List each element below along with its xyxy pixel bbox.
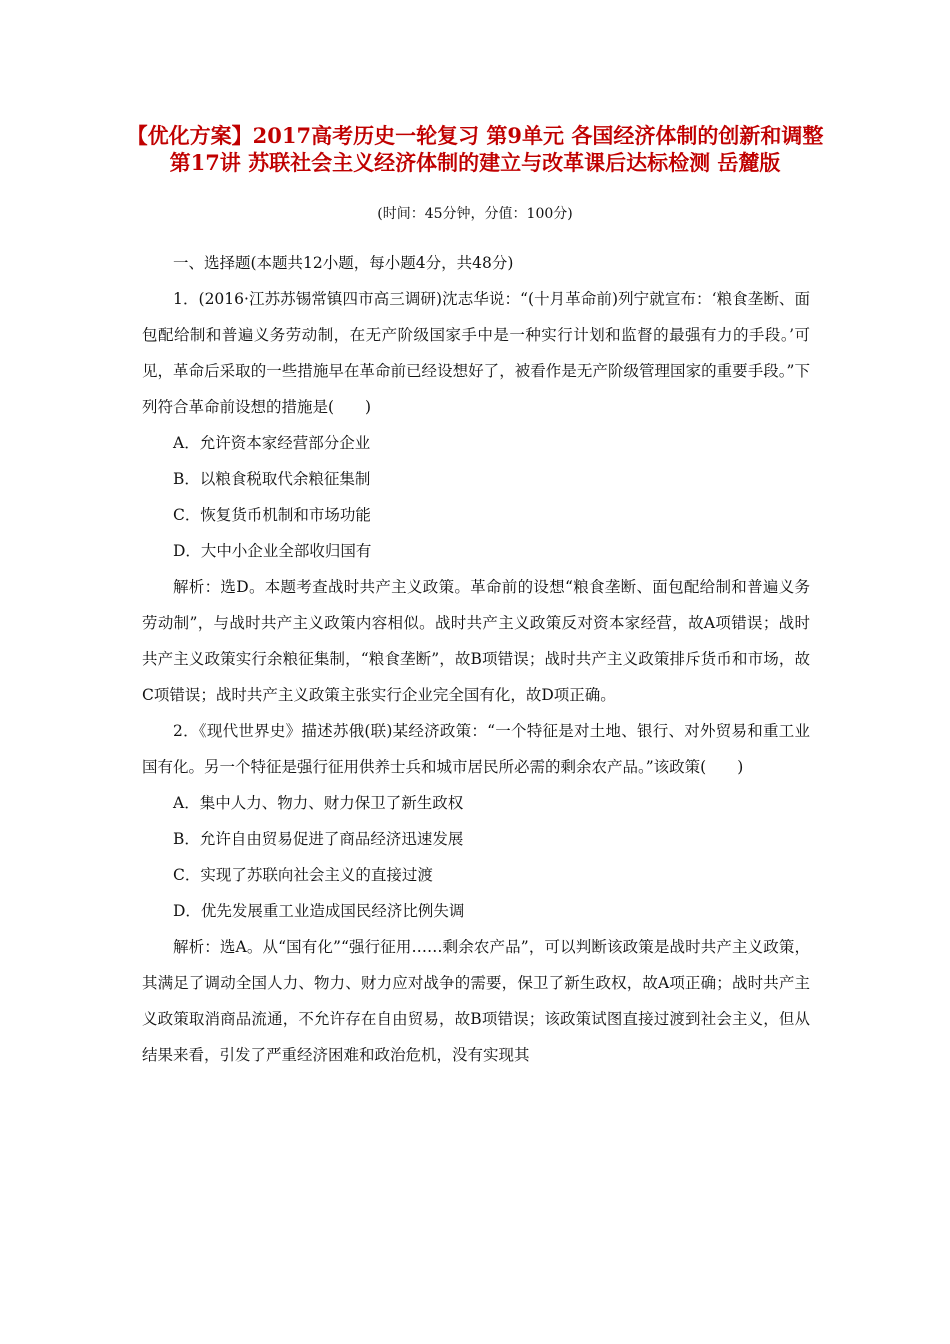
question-2-option-a: A．集中人力、物力、财力保卫了新生政权 [173, 794, 464, 812]
question-1-option-a: A．允许资本家经营部分企业 [173, 434, 371, 452]
question-1-analysis: 解析：选D。本题考查战时共产主义政策。革命前的设想“粮食垄断、面包配给制和普遍义务劳动制”，与战时共产主义政策内容相似。战时共产主义政策反对资本家经营，故A项错误；战时共产主义政策实行余粮征集制，“粮食垄断”，故B项错误；战时共产主义政策排斥货币和市场，故C项错误；战时共产主义政策主张实行企业完全国有化，故D项正确。 [142, 578, 810, 704]
question-2-analysis: 解析：选A。从“国有化”“强行征用……剩余农产品”，可以判断该政策是战时共产主义政策，其满足了调动全国人力、物力、财力应对战争的需要，保卫了新生政权，故A项正确；战时共产主义政策取消商品流通，不允许存在自由贸易，故B项错误；该政策试图直接过渡到社会主义，但从结果来看，引发了严重经济困难和政治危机，没有实现其 [142, 938, 810, 1064]
question-2-stem: 2．《现代世界史》描述苏俄(联)某经济政策：“一个特征是对土地、银行、对外贸易和重工业国有化。另一个特征是强行征用供养士兵和城市居民所必需的剩余农产品。”该政策( ) [142, 722, 810, 776]
document-body [142, 245, 810, 1073]
question-2-option-d: D．优先发展重工业造成国民经济比例失调 [173, 902, 465, 920]
document-title: 【优化方案】2017高考历史一轮复习 第9单元 各国经济体制的创新和调整 第17讲 苏联社会主义经济体制的建立与改革课后达标检测 岳麓版 [126, 123, 824, 175]
question-1-option-c: C．恢复货币机制和市场功能 [173, 506, 371, 524]
section-heading: 一、选择题(本题共12小题，每小题4分，共48分) [173, 254, 514, 272]
question-1-option-d: D．大中小企业全部收归国有 [173, 542, 372, 560]
question-1-stem: 1．(2016·江苏苏锡常镇四市高三调研)沈志华说：“(十月革命前)列宁就宣布：‘粮食垄断、面包配给制和普遍义务劳动制，在无产阶级国家手中是一种实行计划和监督的最强有力的手段。’可见，革命后采取的一些措施早在革命前已经设想好了，被看作是无产阶级管理国家的重要手段。”下列符合革命前设想的措施是( ) [142, 290, 810, 416]
exam-info: (时间：45分钟，分值：100分) [377, 206, 573, 222]
question-2-option-c: C．实现了苏联向社会主义的直接过渡 [173, 866, 433, 884]
question-1-option-b: B．以粮食税取代余粮征集制 [173, 470, 371, 488]
question-2-option-b: B．允许自由贸易促进了商品经济迅速发展 [173, 830, 464, 848]
